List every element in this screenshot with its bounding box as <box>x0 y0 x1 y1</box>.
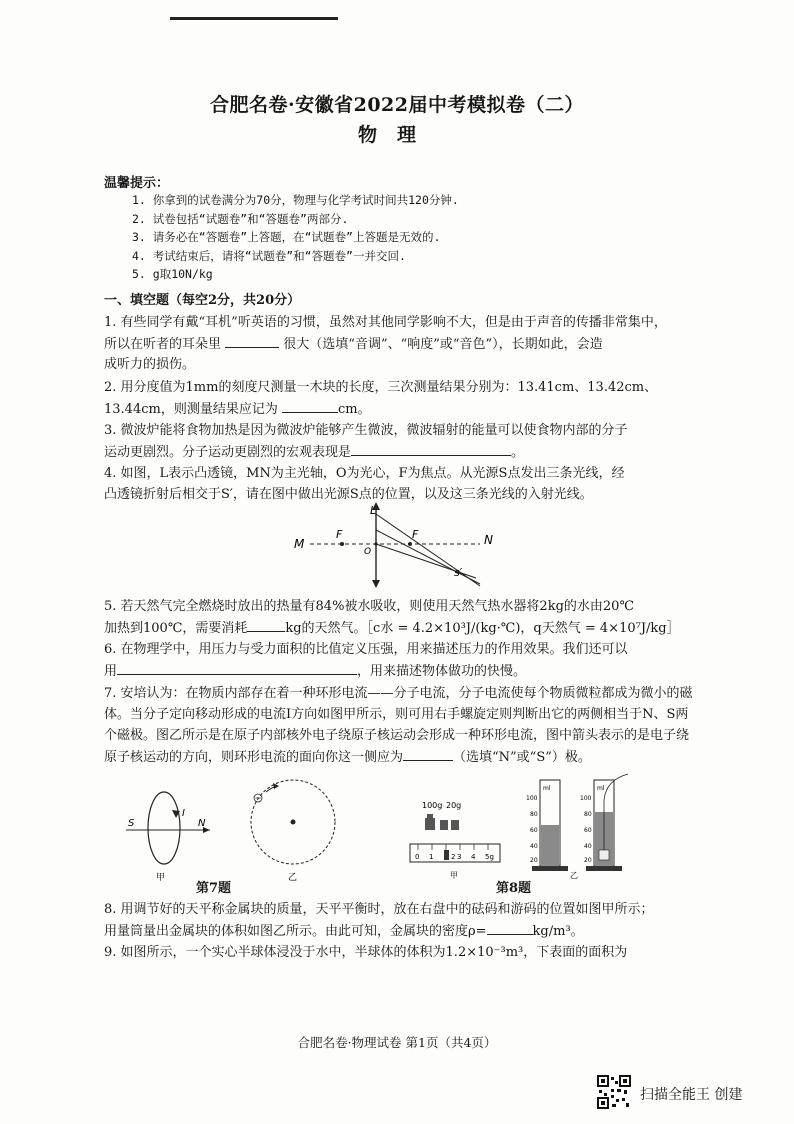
tips-list <box>132 191 459 284</box>
q1-line2: 所以在听者的耳朵里 很大（选填“音调”、“响度”或“音色”），长期如此，会造 <box>104 333 692 356</box>
q1-line3: 成听力的损伤。 <box>104 357 196 372</box>
q2-line1: 2. 用分度值为1mm的刻度尺测量一木块的长度，三次测量结果分别为：13.41cm、13.42cm、 <box>104 380 658 395</box>
q7-line3: 个磁极。图乙所示是在原子内部核外电子绕原子核运动会形成一种环形电流，图中箭头表示的是电子绕 <box>104 728 690 743</box>
tip-item: 1. 你拿到的试卷满分为70分，物理与化学考试时间共120分钟. <box>132 193 459 207</box>
ruler-tick-0: 0 <box>415 853 420 861</box>
tip-item: 5. g取10N/kg <box>132 267 213 281</box>
top-rule <box>170 17 338 20</box>
fig7-label-jia: 甲 <box>156 873 166 883</box>
tip-item: 4. 考试结束后，请将“试题卷”和“答题卷”一并交回. <box>132 248 406 263</box>
qr-code-icon <box>597 1075 631 1109</box>
pole-n-label: N <box>198 818 206 829</box>
tip-item: 2. 试卷包括“试题卷”和“答题卷”两部分. <box>132 211 349 226</box>
q7-line2: 体。当分子定向移动形成的电流I方向如图甲所示，则可用右手螺旋定则判断出它的两侧相当于N、S两 <box>104 707 689 722</box>
lens-diagram <box>280 500 510 595</box>
q1-line1: 1. 有些同学有戴“耳机”听英语的习惯，虽然对其他同学影响不大，但是由于声音的传播非常集中， <box>104 315 667 330</box>
cyl2-tick-80: 80 <box>584 811 592 818</box>
current-loop <box>148 792 180 864</box>
q7-line4: 原子核运动的方向，则环形电流的面向你这一侧应为 （选填“N”或“S”）极。 <box>104 746 692 769</box>
ruler-tick-4: 4 <box>471 853 476 861</box>
page-footer: 合肥名卷·物理试卷 第1页（共4页） <box>297 1035 497 1050</box>
q5-line2: 加热到100℃，需要消耗 kg的天然气。［c水 = 4.2×10³J/(kg·℃)，q天然气 = 4×10⁷J/kg］ <box>104 617 692 640</box>
figure-7 <box>118 778 348 898</box>
cyl2-tick-20: 20 <box>584 857 592 864</box>
cyl1-tick-100: 100 <box>526 795 538 802</box>
q8-answer-blank[interactable] <box>487 920 533 935</box>
ruler-tick-5: 5g <box>485 853 494 861</box>
q1-answer-blank[interactable] <box>225 333 279 348</box>
axis-label-m: M <box>294 537 305 551</box>
weight-100g-label: 100g <box>422 801 443 810</box>
q9-line1: 9. 如图所示，一个实心半球体浸没于水中，半球体的体积为1.2×10⁻³m³，下表面的面积为 <box>104 945 628 960</box>
q3-answer-blank[interactable] <box>351 441 511 456</box>
fig7-caption: 第7题 <box>196 881 232 896</box>
q5-answer-blank[interactable] <box>247 617 285 632</box>
subject-title: 物理 <box>357 124 436 146</box>
section-heading: 一、填空题（每空2分，共20分） <box>104 293 301 308</box>
q6-answer-blank[interactable] <box>117 660 357 675</box>
cyl2-tick-40: 40 <box>584 843 592 850</box>
cylinder-1-base <box>532 866 568 871</box>
scanner-watermark: 扫描全能王 创建 <box>640 1087 743 1103</box>
q5-line1: 5. 若天然气完全燃烧时放出的热量有84%被水吸收，则使用天然气热水器将2kg的水由20℃ <box>104 599 634 614</box>
page-title: 合肥名卷·安徽省2022届中考模拟卷（二） <box>210 94 584 116</box>
q6-line2: 用 ，用来描述物体做功的快慢。 <box>104 660 692 683</box>
rider <box>444 850 449 860</box>
q2-line2: 13.44cm，则测量结果应记为 cm。 <box>104 398 692 421</box>
center-label: O <box>364 547 372 557</box>
q4-line1: 4. 如图，L表示凸透镜，MN为主光轴，O为光心，F为焦点。从光源S点发出三条光线，经 <box>104 466 625 481</box>
q6-line1: 6. 在物理学中，用压力与受力面积的比值定义压强，用来描述压力的作用效果。我们还可以 <box>104 642 628 657</box>
tip-item: 3. 请务必在“答题卷”上答题，在“试题卷”上答题是无效的. <box>132 230 441 244</box>
focus-left-dot <box>340 542 344 546</box>
fig7-label-yi: 乙 <box>288 873 298 883</box>
q2-answer-blank[interactable] <box>282 398 338 413</box>
weight-20g-label: 20g <box>446 801 462 810</box>
pole-s-label: S <box>128 818 135 829</box>
focus-label-left: F <box>336 528 343 541</box>
cyl1-tick-40: 40 <box>530 843 538 850</box>
q7-line1: 7. 安培认为：在物质内部存在着一种环形电流——分子电流，分子电流使每个物质微粒都成为微小的磁 <box>104 686 693 701</box>
ruler-tick-3: 3 <box>457 853 462 861</box>
cyl1-unit: ml <box>543 785 551 792</box>
q3-line2: 运动更剧烈。分子运动更剧烈的宏观表现是 。 <box>104 441 692 464</box>
optical-center-dot <box>374 542 377 545</box>
cyl1-tick-20: 20 <box>530 857 538 864</box>
ray-1 <box>376 514 480 586</box>
cyl2-tick-60: 60 <box>584 827 592 834</box>
cyl1-tick-80: 80 <box>530 811 538 818</box>
axis-label-n: N <box>484 533 493 547</box>
ray-2 <box>376 530 480 584</box>
current-label: I <box>182 808 185 819</box>
nucleus <box>291 820 296 825</box>
fig8-label-jia: 甲 <box>450 871 458 880</box>
lens-label: L <box>370 504 377 517</box>
q4-line2: 凸透镜折射后相交于S′，请在图中做出光源S点的位置，以及这三条光线的入射光线。 <box>104 487 593 502</box>
focus-right-dot <box>408 542 412 546</box>
q3-line1: 3. 微波炉能将食物加热是因为微波炉能够产生微波，微波辐射的能量可以使食物内部的分子 <box>104 423 628 438</box>
ruler-tick-1: 1 <box>429 853 434 861</box>
cylinder-2-base <box>586 866 622 871</box>
image-label: s′ <box>454 566 463 579</box>
lens-arrow-bottom <box>372 580 380 588</box>
q8-line2: 用量筒量出金属块的体积如图乙所示。由此可知，金属块的密度ρ= kg/m³。 <box>104 920 692 943</box>
cyl1-tick-60: 60 <box>530 827 538 834</box>
focus-label-right: F <box>412 528 419 541</box>
tips-heading: 温馨提示： <box>104 176 170 191</box>
q7-answer-blank[interactable] <box>403 746 453 761</box>
weight-100g <box>425 818 435 830</box>
metal-block <box>599 850 609 860</box>
cylinder-1-water <box>541 825 559 865</box>
fig8-label-yi: 乙 <box>570 871 578 880</box>
weight-20g-a <box>440 820 448 830</box>
cyl2-unit: ml <box>597 785 605 792</box>
q8-line1: 8. 用调节好的天平称金属块的质量，天平平衡时，放在右盘中的砝码和游码的位置如图甲所示； <box>104 902 654 917</box>
cyl2-tick-100: 100 <box>580 795 592 802</box>
weight-20g-b <box>451 820 459 830</box>
ruler-tick-2: 2 <box>451 853 456 861</box>
fig8-caption: 第8题 <box>496 881 532 896</box>
